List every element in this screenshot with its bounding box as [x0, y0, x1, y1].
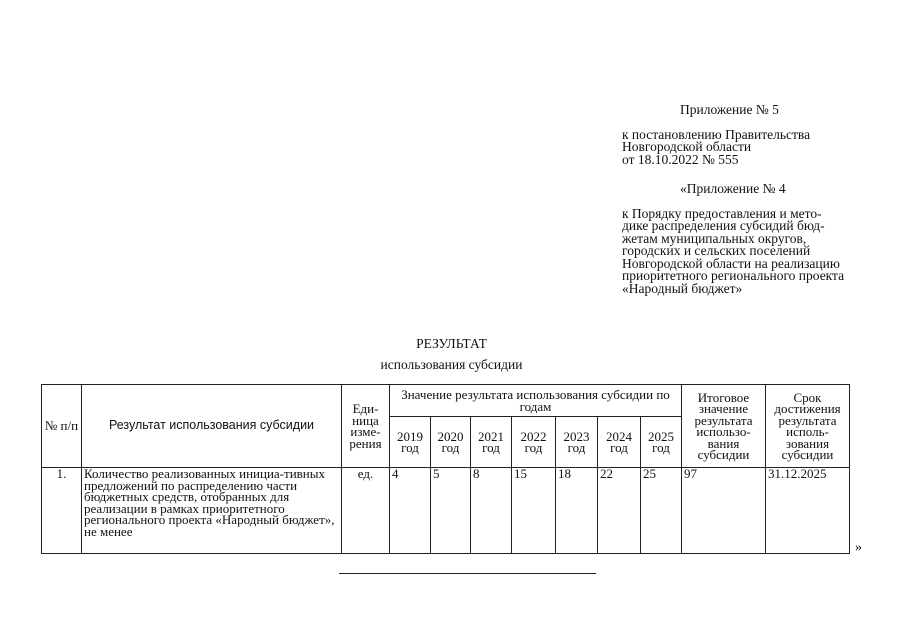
- row-value: 22: [598, 468, 641, 554]
- appendix-block: [622, 104, 892, 295]
- row-result: Количество реализованных инициа-тивных предложений по распределению части бюджетных средств, отобранных для реализации в рамках приоритетного регионального проекта «Народный бюджет», не менее: [82, 468, 342, 554]
- row-unit: ед.: [342, 468, 390, 554]
- row-value: 15: [512, 468, 556, 554]
- previous-appendix-heading: «Приложение № 4: [680, 181, 786, 196]
- header-unit: Еди-ница изме-рения: [342, 385, 390, 468]
- results-table: [41, 384, 850, 554]
- header-result: Результат использования субсидии: [82, 385, 342, 468]
- row-value: 5: [431, 468, 471, 554]
- appendix-line: Новгородской области: [622, 139, 752, 154]
- previous-appendix-line: жетам муниципальных округов,: [622, 230, 807, 246]
- header-year: 2025 год: [641, 417, 682, 468]
- previous-appendix-line: приоритетного регионального проекта: [622, 268, 845, 283]
- header-year: 2021 год: [471, 417, 512, 468]
- row-value: 4: [390, 468, 431, 554]
- row-total: 97: [682, 468, 766, 554]
- header-number: № п/п: [42, 385, 82, 468]
- previous-appendix-line: «Народный бюджет»: [622, 280, 743, 296]
- previous-appendix-line: дике распределения субсидий бюд-: [622, 218, 825, 233]
- header-year: 2020 год: [431, 417, 471, 468]
- previous-appendix-line: к Порядку предоставления и мето-: [622, 205, 822, 221]
- header-year: 2024 год: [598, 417, 641, 468]
- row-value: 18: [556, 468, 598, 554]
- header-deadline: Срок достижения результата исполь-зования субсидии: [766, 385, 850, 468]
- end-rule: [339, 573, 596, 574]
- document-title: РЕЗУЛЬТАТ: [416, 336, 487, 351]
- header-year: 2022 год: [512, 417, 556, 468]
- previous-appendix-line: Новгородской области на реализацию: [622, 255, 840, 271]
- previous-appendix-line: городских и сельских поселений: [622, 243, 811, 258]
- appendix-heading: Приложение № 5: [680, 102, 779, 117]
- header-values-by-year: Значение результата использования субсидии по годам: [390, 385, 682, 417]
- header-total: Итоговое значение результата использо-вания субсидии: [682, 385, 766, 468]
- row-number: 1.: [42, 468, 82, 554]
- row-value: 8: [471, 468, 512, 554]
- row-value: 25: [641, 468, 682, 554]
- header-year: 2023 год: [556, 417, 598, 468]
- document-subtitle: использования субсидии: [380, 357, 523, 372]
- appendix-line: к постановлению Правительства: [622, 126, 811, 142]
- row-deadline: 31.12.2025: [766, 468, 850, 554]
- table-row: [42, 468, 850, 554]
- header-year: 2019 год: [390, 417, 431, 468]
- appendix-line: от 18.10.2022 № 555: [622, 151, 739, 167]
- closing-quote: »: [855, 540, 862, 555]
